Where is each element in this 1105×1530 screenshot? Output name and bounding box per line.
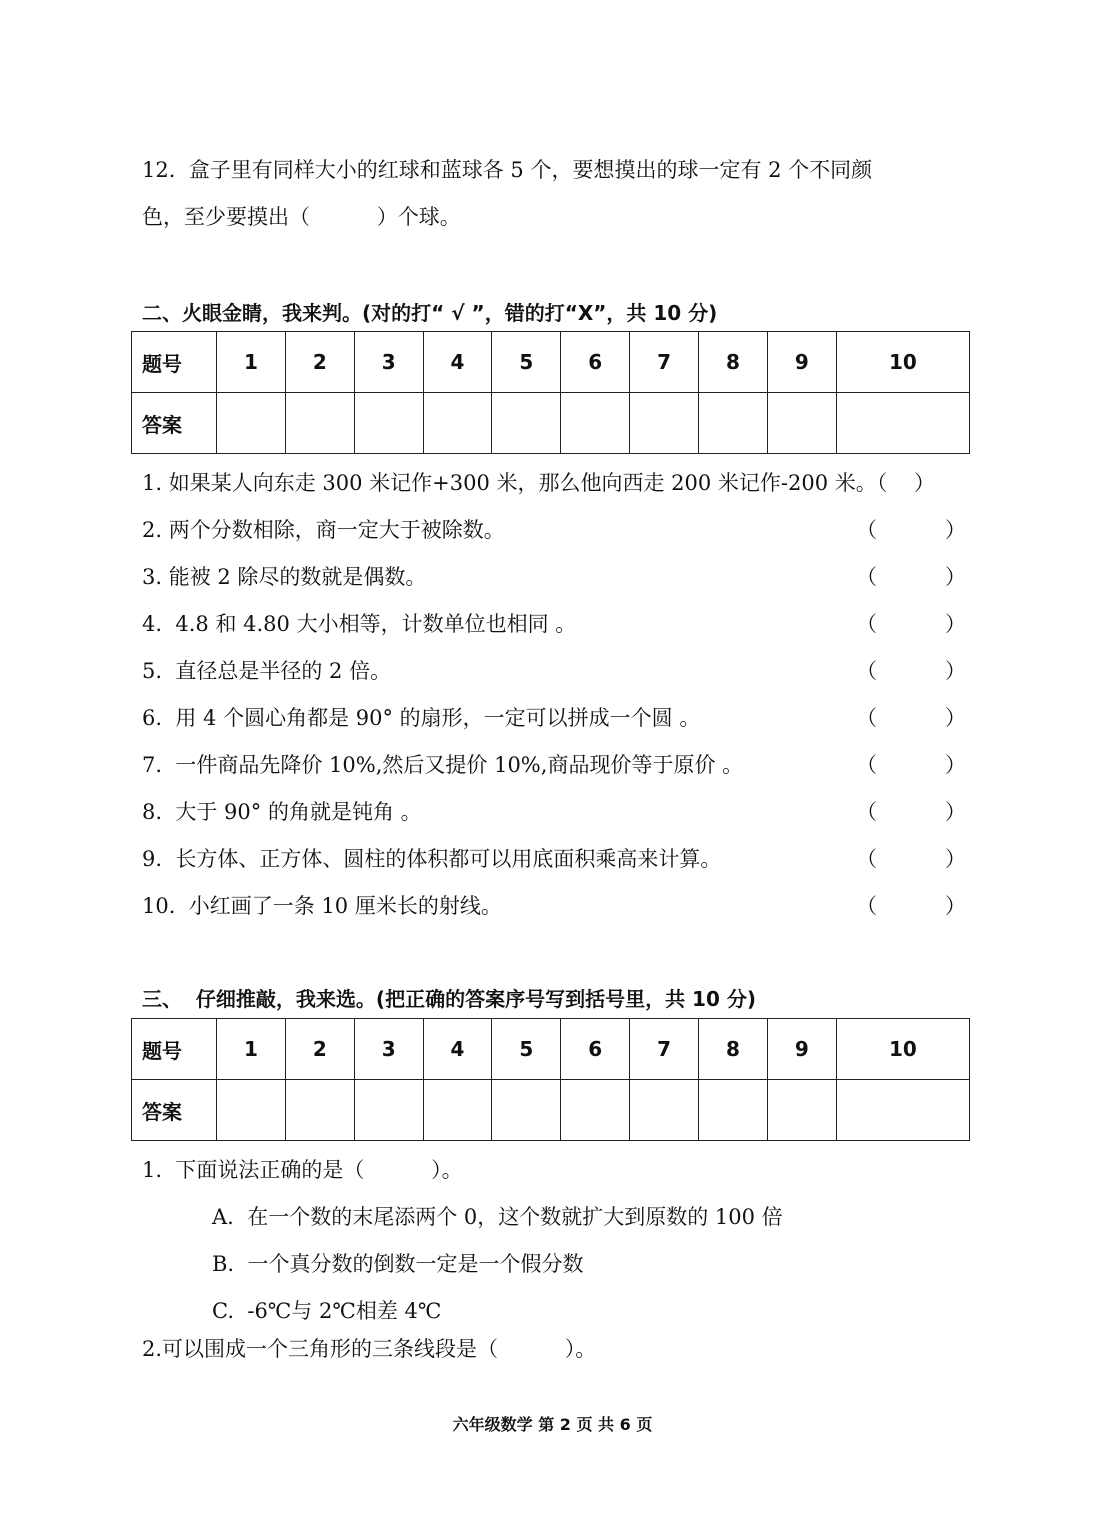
answer-cell[interactable] [699, 1080, 768, 1141]
judge-item-10: 10. 小红画了一条 10 厘米长的射线。 [142, 894, 502, 918]
paren-close: ） [945, 847, 966, 871]
question-number-cell: 4 [423, 1019, 492, 1080]
judge-item-6: 6. 用 4 个圆心角都是 90° 的扇形，一定可以拼成一个圆 。 [142, 706, 701, 730]
paren-open: （ [856, 894, 877, 918]
judge-item-2: 2. 两个分数相除，商一定大于被除数。 [142, 518, 505, 542]
judge-item-3: 3. 能被 2 除尽的数就是偶数。 [142, 565, 427, 589]
question-number-cell: 4 [423, 332, 492, 393]
question-number-cell: 5 [492, 1019, 561, 1080]
paren-close: ） [945, 706, 966, 730]
answer-cell[interactable] [561, 1080, 630, 1141]
question-number-cell: 5 [492, 332, 561, 393]
question-number-cell: 7 [630, 332, 699, 393]
question-number-cell: 7 [630, 1019, 699, 1080]
answer-cell[interactable] [836, 393, 969, 454]
table-row [132, 332, 970, 393]
paren-close: ） [945, 659, 966, 683]
paren-open: （ [856, 659, 877, 683]
paren-open: （ [856, 612, 877, 636]
judge-item-8: 8. 大于 90° 的角就是钝角 。 [142, 800, 422, 824]
paren-close: ） [945, 894, 966, 918]
judge-item-5: 5. 直径总是半径的 2 倍。 [142, 659, 392, 683]
answer-cell[interactable] [423, 1080, 492, 1141]
row-label-answer: 答案 [132, 393, 217, 454]
answer-cell[interactable] [354, 1080, 423, 1141]
answer-cell[interactable] [699, 393, 768, 454]
question-number-cell: 1 [217, 1019, 286, 1080]
answer-cell[interactable] [492, 393, 561, 454]
question-number-cell: 2 [285, 1019, 354, 1080]
question-number-cell: 8 [699, 1019, 768, 1080]
paren-open: （ [856, 565, 877, 589]
section-3-heading: 三、 仔细推敲，我来选。(把正确的答案序号写到括号里，共 10 分) [142, 987, 756, 1011]
section-3-answer-table [131, 1018, 970, 1141]
question-number-cell: 6 [561, 332, 630, 393]
table-row [132, 393, 970, 454]
question-number-cell: 2 [285, 332, 354, 393]
answer-cell[interactable] [217, 393, 286, 454]
answer-cell[interactable] [217, 1080, 286, 1141]
question-number-cell: 10 [836, 1019, 969, 1080]
row-label-number: 题号 [132, 332, 217, 393]
question-number-cell: 6 [561, 1019, 630, 1080]
question-number-cell: 1 [217, 332, 286, 393]
paren-close: ） [945, 518, 966, 542]
page-footer: 六年级数学 第 2 页 共 6 页 [452, 1415, 653, 1434]
paren-open: （ [856, 706, 877, 730]
paren-open: （ [856, 518, 877, 542]
row-label-number: 题号 [132, 1019, 217, 1080]
judge-item-9: 9. 长方体、正方体、圆柱的体积都可以用底面积乘高来计算。 [142, 847, 722, 871]
paren-open: （ [856, 847, 877, 871]
answer-cell[interactable] [285, 1080, 354, 1141]
question-12-line-2: 色，至少要摸出（ ）个球。 [142, 205, 461, 229]
question-number-cell: 3 [354, 332, 423, 393]
judge-item-1: 1. 如果某人向东走 300 米记作+300 米，那么他向西走 200 米记作-200 米。（ ） [142, 471, 935, 495]
paren-close: ） [945, 753, 966, 777]
answer-cell[interactable] [492, 1080, 561, 1141]
question-number-cell: 9 [767, 332, 836, 393]
answer-cell[interactable] [561, 393, 630, 454]
answer-cell[interactable] [767, 1080, 836, 1141]
section-2-heading: 二、火眼金睛，我来判。(对的打“ √ ”，错的打“X”，共 10 分) [142, 301, 718, 325]
choice-question-1: 1. 下面说法正确的是（ ）。 [142, 1158, 463, 1182]
option-b: B. 一个真分数的倒数一定是一个假分数 [212, 1252, 584, 1276]
answer-cell[interactable] [836, 1080, 969, 1141]
judge-item-4: 4. 4.8 和 4.80 大小相等，计数单位也相同 。 [142, 612, 577, 636]
question-12-line-1: 12. 盒子里有同样大小的红球和蓝球各 5 个，要想摸出的球一定有 2 个不同颜 [142, 158, 873, 182]
question-number-cell: 9 [767, 1019, 836, 1080]
option-c: C. -6℃与 2℃相差 4℃ [212, 1299, 442, 1323]
section-2-answer-table [131, 331, 970, 454]
answer-cell[interactable] [423, 393, 492, 454]
table-row [132, 1080, 970, 1141]
paren-close: ） [945, 800, 966, 824]
answer-cell[interactable] [767, 393, 836, 454]
paren-close: ） [945, 565, 966, 589]
option-a: A. 在一个数的末尾添两个 0，这个数就扩大到原数的 100 倍 [212, 1205, 783, 1229]
paren-open: （ [856, 753, 877, 777]
judge-item-7: 7. 一件商品先降价 10%,然后又提价 10%,商品现价等于原价 。 [142, 753, 744, 777]
table-row [132, 1019, 970, 1080]
choice-question-2: 2.可以围成一个三角形的三条线段是（ ）。 [142, 1337, 597, 1361]
row-label-answer: 答案 [132, 1080, 217, 1141]
answer-cell[interactable] [630, 1080, 699, 1141]
answer-cell[interactable] [285, 393, 354, 454]
question-number-cell: 8 [699, 332, 768, 393]
paren-close: ） [945, 612, 966, 636]
question-number-cell: 3 [354, 1019, 423, 1080]
question-number-cell: 10 [836, 332, 969, 393]
answer-cell[interactable] [630, 393, 699, 454]
answer-cell[interactable] [354, 393, 423, 454]
paren-open: （ [856, 800, 877, 824]
